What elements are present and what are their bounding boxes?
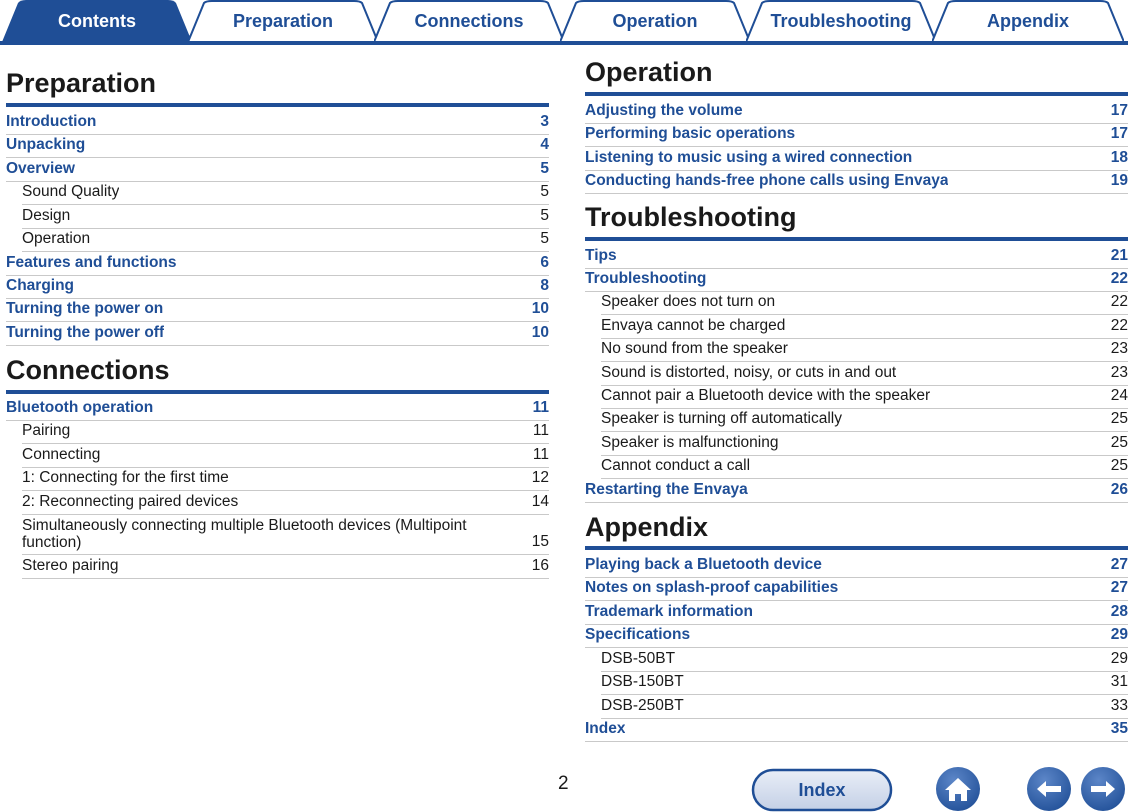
toc-page: 22	[1110, 270, 1128, 287]
toc-label: Troubleshooting	[585, 270, 707, 287]
toc-row[interactable]	[585, 578, 1128, 601]
toc-label: Turning the power off	[6, 324, 165, 341]
toc-label: No sound from the speaker	[601, 340, 788, 357]
toc-label: Simultaneously connecting multiple Bluetooth devices (Multipoint function)	[22, 517, 467, 551]
section-rule	[585, 92, 1128, 96]
toc-row[interactable]	[585, 147, 1128, 171]
toc-label: Speaker is malfunctioning	[601, 434, 779, 451]
toc-row[interactable]	[22, 515, 549, 555]
back-button[interactable]	[1026, 766, 1072, 812]
toc-row[interactable]	[22, 468, 549, 491]
toc-page: 25	[1110, 457, 1128, 474]
toc-row[interactable]	[601, 672, 1128, 695]
section-rule	[6, 103, 549, 107]
toc-page: 5	[540, 230, 549, 247]
toc-row[interactable]	[601, 432, 1128, 456]
toc-row[interactable]	[601, 456, 1128, 479]
toc-label: DSB-50BT	[601, 650, 676, 667]
toc-label: Conducting hands-free phone calls using Envaya	[585, 172, 949, 189]
tab-label: Connections	[414, 10, 524, 31]
toc-row[interactable]	[585, 245, 1128, 269]
tab-bar	[0, 0, 1128, 46]
toc-label: Sound Quality	[22, 183, 120, 200]
toc-page: 18	[1110, 149, 1128, 166]
tab-appendix[interactable]	[932, 0, 1124, 42]
section-rule	[585, 546, 1128, 550]
toc-label: Playing back a Bluetooth device	[585, 556, 822, 573]
arrow-left-icon	[1026, 766, 1072, 812]
toc-label: Overview	[6, 160, 75, 177]
toc-label: Speaker does not turn on	[601, 293, 776, 310]
toc-label: Features and functions	[6, 254, 177, 271]
toc-row[interactable]	[22, 182, 549, 205]
toc-page: 4	[540, 136, 549, 153]
toc-label: Listening to music using a wired connection	[585, 149, 913, 166]
toc-label: Sound is distorted, noisy, or cuts in and out	[601, 364, 897, 381]
toc-row[interactable]	[6, 112, 549, 135]
toc-label: Operation	[22, 230, 91, 247]
toc-label: Stereo pairing	[22, 557, 119, 574]
toc-row[interactable]	[585, 124, 1128, 147]
toc-page: 26	[1110, 481, 1128, 498]
tab-label: Preparation	[232, 10, 334, 31]
toc-row[interactable]	[6, 322, 549, 346]
toc-row[interactable]	[601, 409, 1128, 432]
toc-label: Specifications	[585, 626, 691, 643]
toc-page: 28	[1110, 603, 1128, 620]
toc-row[interactable]	[601, 648, 1128, 672]
toc-row[interactable]	[22, 444, 549, 468]
index-button-label: Index	[798, 779, 846, 800]
toc-page: 22	[1110, 293, 1128, 310]
home-icon	[935, 766, 981, 812]
toc-page: 11	[532, 422, 549, 439]
toc-page: 12	[531, 469, 549, 486]
toc-page: 11	[532, 399, 549, 416]
toc-page: 5	[540, 207, 549, 224]
section-title-operation: Operation	[585, 57, 713, 87]
toc-label: Index	[585, 720, 626, 737]
tab-preparation[interactable]	[188, 0, 378, 42]
toc-page: 11	[532, 446, 549, 463]
toc-label: Cannot conduct a call	[601, 457, 751, 474]
toc-row[interactable]	[6, 398, 549, 421]
section-title-connections: Connections	[6, 355, 170, 385]
toc-label: Tips	[585, 247, 617, 264]
section-title-preparation: Preparation	[6, 68, 157, 98]
toc-page: 25	[1110, 410, 1128, 427]
section-rule	[6, 390, 549, 394]
section-rule	[585, 237, 1128, 241]
page-number: 2	[558, 773, 569, 794]
index-button[interactable]	[751, 768, 893, 812]
toc-page: 6	[540, 254, 549, 271]
arrow-right-icon	[1080, 766, 1126, 812]
toc-label: Connecting	[22, 446, 101, 463]
toc-page: 5	[540, 183, 549, 200]
home-button[interactable]	[935, 766, 981, 812]
toc-page: 27	[1110, 579, 1128, 596]
toc-page: 19	[1110, 172, 1128, 189]
tab-label: Contents	[58, 10, 136, 31]
toc-row[interactable]	[601, 386, 1128, 409]
toc-row[interactable]	[585, 479, 1128, 503]
toc-page: 27	[1110, 556, 1128, 573]
toc-row[interactable]	[585, 601, 1128, 625]
toc-row[interactable]	[6, 158, 549, 182]
toc-page: 17	[1110, 102, 1128, 119]
toc-page: 23	[1110, 364, 1128, 381]
toc-row[interactable]	[585, 554, 1128, 578]
tab-contents[interactable]	[2, 0, 192, 42]
toc-label: 2: Reconnecting paired devices	[22, 493, 239, 510]
toc-row[interactable]	[585, 719, 1128, 742]
toc-label: Envaya cannot be charged	[601, 317, 786, 334]
toc-row[interactable]	[585, 100, 1128, 124]
toc-label: Speaker is turning off automatically	[601, 410, 842, 427]
toc-page: 33	[1110, 697, 1128, 714]
toc-page: 8	[540, 277, 549, 294]
toc-row[interactable]	[585, 171, 1128, 194]
toc-label: Cannot pair a Bluetooth device with the speaker	[601, 387, 931, 404]
toc-page: 35	[1110, 720, 1128, 737]
toc-label: DSB-250BT	[601, 697, 684, 714]
toc-page: 25	[1110, 434, 1128, 451]
toc-page: 5	[540, 160, 549, 177]
tab-label: Troubleshooting	[770, 10, 912, 31]
toc-page: 17	[1110, 125, 1128, 142]
toc-page: 24	[1110, 387, 1128, 404]
section-title-appendix: Appendix	[585, 512, 709, 542]
toc-page: 23	[1110, 340, 1128, 357]
toc-row[interactable]	[601, 315, 1128, 339]
forward-button[interactable]	[1080, 766, 1126, 812]
toc-label: Restarting the Envaya	[585, 481, 748, 498]
toc-row[interactable]	[22, 421, 549, 444]
toc-page: 15	[531, 533, 549, 550]
toc-row[interactable]	[601, 362, 1128, 386]
toc-row[interactable]	[6, 276, 549, 299]
toc-page: 14	[531, 493, 549, 510]
toc-label: Adjusting the volume	[585, 102, 743, 119]
toc-row[interactable]	[22, 205, 549, 229]
toc-row[interactable]	[6, 252, 549, 276]
toc-page: 22	[1110, 317, 1128, 334]
toc-label: 1: Connecting for the first time	[22, 469, 229, 486]
section-title-troubleshooting: Troubleshooting	[585, 202, 797, 232]
toc-label: Design	[22, 207, 71, 224]
tab-label: Operation	[612, 10, 698, 31]
toc-row[interactable]	[601, 292, 1128, 315]
toc-label: Trademark information	[585, 603, 753, 620]
tab-troubleshooting[interactable]	[746, 0, 936, 42]
toc-label: Pairing	[22, 422, 71, 439]
toc-page: 10	[531, 324, 549, 341]
toc-label: Charging	[6, 277, 75, 294]
toc-row[interactable]	[22, 229, 549, 252]
toc-label: Turning the power on	[6, 300, 164, 317]
toc-page: 29	[1110, 650, 1128, 667]
toc-label: Introduction	[6, 113, 97, 130]
toc-row[interactable]	[601, 339, 1128, 362]
tab-label: Appendix	[986, 10, 1069, 31]
tab-operation[interactable]	[560, 0, 750, 42]
toc-row[interactable]	[6, 135, 549, 158]
toc-page: 31	[1110, 673, 1128, 690]
toc-row[interactable]	[22, 491, 549, 515]
toc-page: 16	[531, 557, 549, 574]
toc-page: 29	[1110, 626, 1128, 643]
toc-page: 3	[540, 113, 549, 130]
toc-page: 21	[1110, 247, 1128, 264]
toc-row[interactable]	[585, 625, 1128, 648]
toc-label: Bluetooth operation	[6, 399, 154, 416]
toc-row[interactable]	[585, 269, 1128, 292]
tab-bar-underline	[0, 41, 1128, 45]
toc-row[interactable]	[22, 555, 549, 579]
toc-label: Performing basic operations	[585, 125, 796, 142]
toc-label: Notes on splash-proof capabilities	[585, 579, 839, 596]
toc-row[interactable]	[6, 299, 549, 322]
toc-row[interactable]	[601, 695, 1128, 719]
toc-page: 10	[531, 300, 549, 317]
tab-connections[interactable]	[374, 0, 564, 42]
toc-label: Unpacking	[6, 136, 86, 153]
toc-label: DSB-150BT	[601, 673, 684, 690]
